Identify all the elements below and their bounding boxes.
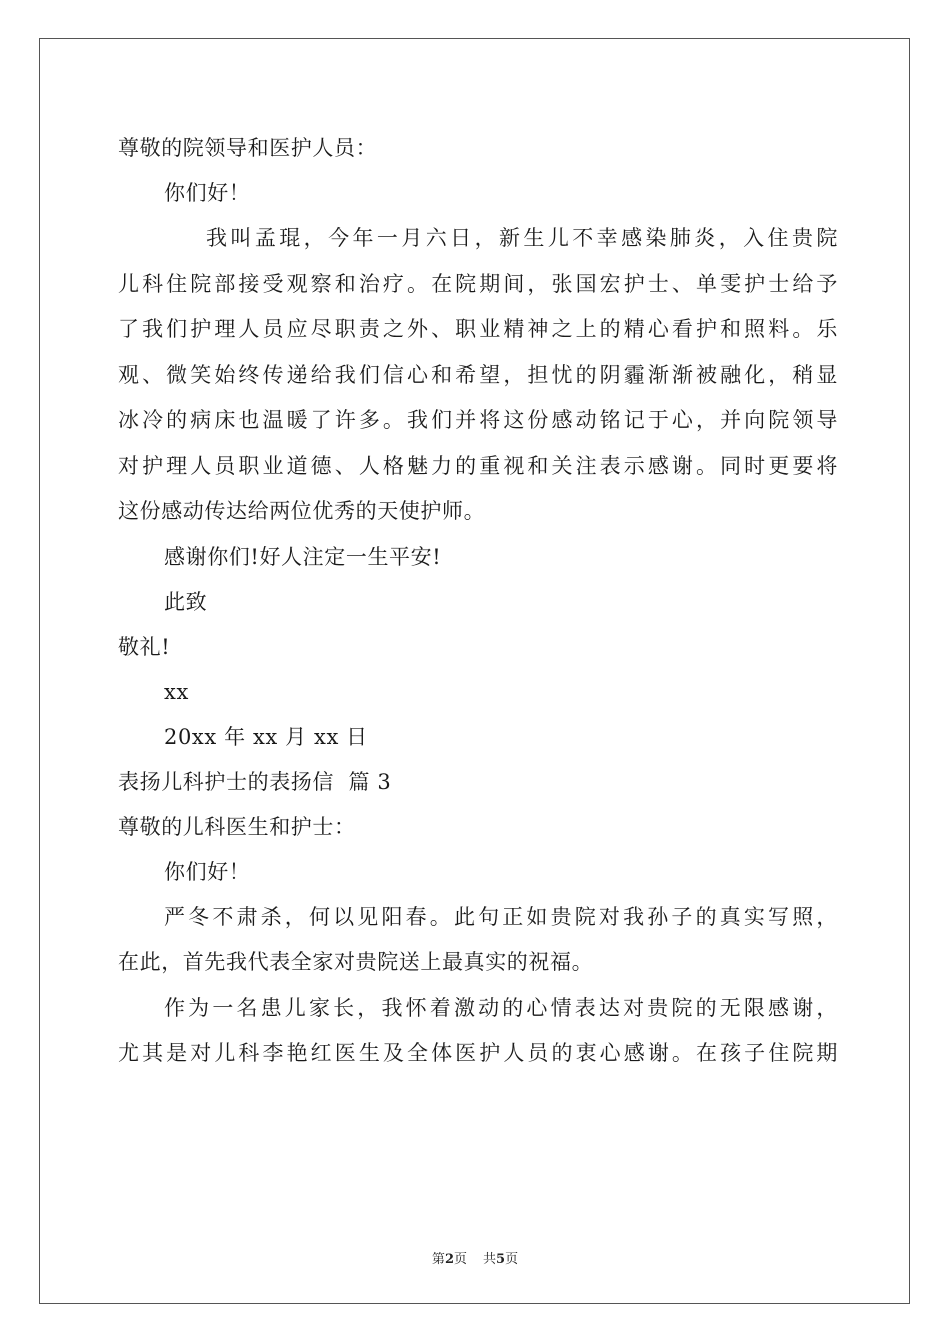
total-prefix: 共 [483,1252,497,1267]
page-footer [0,1248,950,1267]
letter1-greeting: 你们好！ [164,181,251,205]
letter2-paragraph-2 [118,986,838,1077]
paragraph-line: 严冬不肃杀，何以见阳春。此句正如贵院对我孙子的真实写照， [164,904,838,929]
page-current: 2 [444,1252,454,1267]
document-body [118,126,838,1077]
page-prefix: 第 [431,1252,445,1267]
page-mid: 页 [453,1252,467,1267]
paragraph-line: 作为一名患儿家长，我怀着激动的心情表达对贵院的无限感谢， [164,995,838,1020]
letter1-date: 20xx 年 xx 月 xx 日 [164,724,368,749]
letter2-greeting: 你们好！ [164,859,251,884]
paragraph-line: 儿科住院部接受观察和治疗。在院期间，张国宏护士、单雯护士给予 [118,271,838,296]
paragraph-line: 我叫孟琨，今年一月六日，新生儿不幸感染肺炎，入住贵院 [206,226,838,250]
letter2-salutation: 尊敬的儿科医生和护士： [118,814,356,839]
paragraph-line: 对护理人员职业道德、人格魅力的重视和关注表示感谢。同时更要将 [118,453,838,478]
letter2-paragraph-1 [118,895,838,986]
paragraph-line: 在此，首先我代表全家对贵院送上最真实的祝福。 [118,950,594,974]
letter1-body-paragraph [118,216,838,535]
letter1-closing-1: 此致 [164,589,208,614]
section-title: 表扬儿科护士的表扬信 篇 3 [118,769,392,794]
letter1-salutation: 尊敬的院领导和医护人员： [118,136,378,160]
paragraph-line: 尤其是对儿科李艳红医生及全体医护人员的衷心感谢。在孩子住院期 [118,1041,838,1065]
letter1-signature: xx [164,679,189,704]
letter1-thanks: 感谢你们!好人注定一生平安! [164,544,442,569]
paragraph-line: 了我们护理人员应尽职责之外、职业精神之上的精心看护和照料。乐 [118,317,838,341]
page-total: 5 [496,1252,506,1267]
paragraph-line: 这份感动传达给两位优秀的天使护师。 [118,499,486,523]
paragraph-line: 观、微笑始终传递给我们信心和希望，担忧的阴霾渐渐被融化，稍显 [118,362,838,387]
paragraph-line: 冰冷的病床也温暖了许多。我们并将这份感动铭记于心，并向院领导 [118,408,838,432]
total-suffix: 页 [505,1252,519,1267]
letter1-closing-2: 敬礼! [118,634,171,659]
